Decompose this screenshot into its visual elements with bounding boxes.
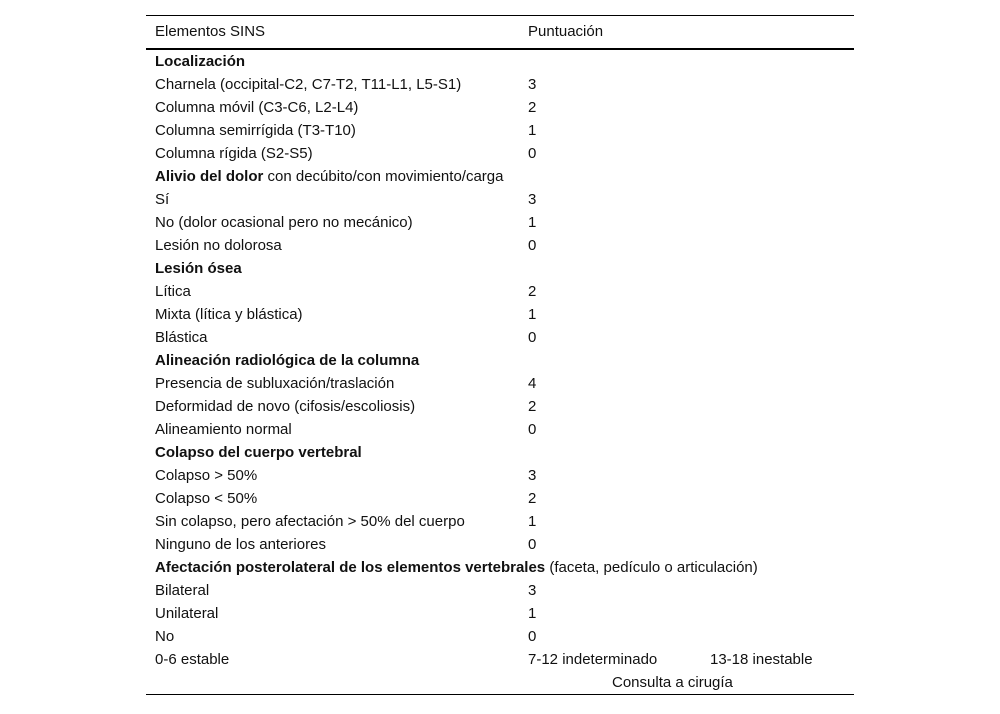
table-row bbox=[146, 96, 854, 119]
section-title-rest: con decúbito/con movimiento/carga bbox=[263, 168, 504, 185]
row-label: No (dolor ocasional pero no mecánico) bbox=[155, 214, 413, 231]
section-title bbox=[155, 349, 419, 372]
row-score: 0 bbox=[528, 421, 537, 438]
row-score: 0 bbox=[528, 628, 537, 645]
table-row bbox=[146, 326, 854, 349]
row-label: Colapso < 50% bbox=[155, 490, 258, 507]
table-row bbox=[146, 533, 854, 556]
row-label: Alineamiento normal bbox=[155, 421, 292, 438]
section-title-rest: (faceta, pedículo o articulación) bbox=[545, 559, 758, 576]
section-title bbox=[155, 257, 242, 280]
sins-table bbox=[146, 15, 854, 695]
section-title bbox=[155, 165, 503, 188]
section-title bbox=[155, 556, 758, 579]
row-score: 2 bbox=[528, 490, 537, 507]
row-label: Lesión no dolorosa bbox=[155, 237, 282, 254]
table-row bbox=[146, 487, 854, 510]
row-label: Presencia de subluxación/traslación bbox=[155, 375, 395, 392]
table-row bbox=[146, 602, 854, 625]
section-heading bbox=[146, 257, 854, 280]
table-row bbox=[146, 211, 854, 234]
table-row bbox=[146, 234, 854, 257]
table-header bbox=[146, 16, 854, 50]
row-score: 2 bbox=[528, 283, 537, 300]
summary-indeterminate: 7-12 indeterminado bbox=[528, 651, 658, 668]
row-score: 2 bbox=[528, 99, 537, 116]
header-elements: Elementos SINS bbox=[155, 23, 266, 40]
row-score: 1 bbox=[528, 214, 537, 231]
row-label: Blástica bbox=[155, 329, 208, 346]
row-score: 3 bbox=[528, 76, 537, 93]
row-label: Bilateral bbox=[155, 582, 210, 599]
summary-surgery: Consulta a cirugía bbox=[612, 674, 733, 691]
row-label: Ninguno de los anteriores bbox=[155, 536, 326, 553]
section-title-bold: Lesión ósea bbox=[155, 260, 242, 277]
table-row bbox=[146, 73, 854, 96]
table-row bbox=[146, 142, 854, 165]
summary-stable: 0-6 estable bbox=[155, 651, 230, 668]
row-label: Unilateral bbox=[155, 605, 219, 622]
table-row bbox=[146, 372, 854, 395]
section-title bbox=[155, 441, 362, 464]
section-heading bbox=[146, 50, 854, 73]
row-score: 1 bbox=[528, 513, 537, 530]
row-score: 1 bbox=[528, 306, 537, 323]
table-row bbox=[146, 418, 854, 441]
row-score: 0 bbox=[528, 145, 537, 162]
row-score: 0 bbox=[528, 237, 537, 254]
section-heading bbox=[146, 556, 854, 579]
table-row bbox=[146, 395, 854, 418]
row-label: Mixta (lítica y blástica) bbox=[155, 306, 303, 323]
section-title bbox=[155, 50, 245, 73]
row-label: Columna rígida (S2-S5) bbox=[155, 145, 313, 162]
section-title-bold: Alineación radiológica de la columna bbox=[155, 352, 420, 369]
summary-unstable: 13-18 inestable bbox=[710, 651, 813, 668]
row-label: Sin colapso, pero afectación > 50% del cuerpo bbox=[155, 513, 465, 530]
section-heading bbox=[146, 441, 854, 464]
row-label: Columna móvil (C3-C6, L2-L4) bbox=[155, 99, 359, 116]
table-row bbox=[146, 303, 854, 326]
table-row bbox=[146, 625, 854, 648]
table-row bbox=[146, 464, 854, 487]
section-title-bold: Afectación posterolateral de los elementos vertebrales bbox=[155, 559, 546, 576]
row-label: Columna semirrígida (T3-T10) bbox=[155, 122, 356, 139]
row-score: 4 bbox=[528, 375, 537, 392]
row-score: 3 bbox=[528, 582, 537, 599]
row-score: 0 bbox=[528, 329, 537, 346]
row-label: Sí bbox=[155, 191, 170, 208]
table-row bbox=[146, 188, 854, 211]
table-row bbox=[146, 119, 854, 142]
section-heading bbox=[146, 165, 854, 188]
row-label: Lítica bbox=[155, 283, 191, 300]
row-label: Charnela (occipital-C2, C7-T2, T11-L1, L5-S1) bbox=[155, 76, 462, 93]
table-row bbox=[146, 579, 854, 602]
row-score: 0 bbox=[528, 536, 537, 553]
row-label: Colapso > 50% bbox=[155, 467, 258, 484]
section-title-bold: Alivio del dolor bbox=[155, 168, 264, 185]
row-score: 2 bbox=[528, 398, 537, 415]
row-label: No bbox=[155, 628, 175, 645]
table-row bbox=[146, 280, 854, 303]
section-heading bbox=[146, 349, 854, 372]
table-body bbox=[146, 50, 854, 648]
summary-row bbox=[146, 648, 854, 694]
table-row bbox=[146, 510, 854, 533]
section-title-bold: Colapso del cuerpo vertebral bbox=[155, 444, 362, 461]
row-score: 1 bbox=[528, 122, 537, 139]
row-score: 3 bbox=[528, 467, 537, 484]
row-label: Deformidad de novo (cifosis/escoliosis) bbox=[155, 398, 416, 415]
section-title-bold: Localización bbox=[155, 53, 246, 70]
header-score: Puntuación bbox=[528, 23, 604, 40]
row-score: 3 bbox=[528, 191, 537, 208]
row-score: 1 bbox=[528, 605, 537, 622]
